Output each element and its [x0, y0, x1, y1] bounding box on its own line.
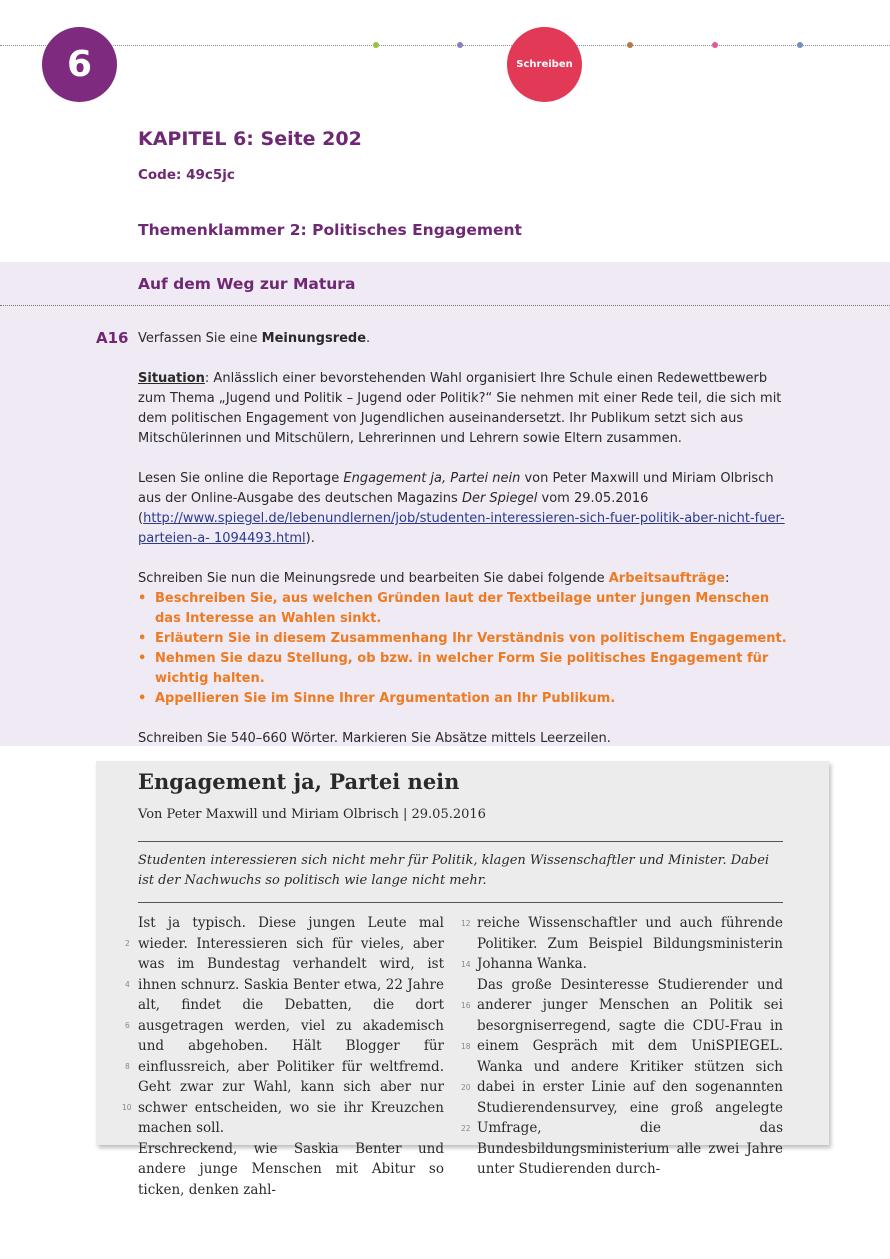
line-number: 12	[461, 919, 471, 928]
article-paragraph: Erschreckend, wie Saskia Benter und andere junge Menschen mit Abitur so ticken, denken zahl-	[138, 1140, 444, 1198]
spiegel-link[interactable]: http://www.spiegel.de/lebenundlernen/job/studenten-interessieren-sich-fuer-politik-aber-nicht-fuer-parteien-a- 1094493.html	[138, 511, 785, 546]
article-paragraph: reiche Wissenschaftler und auch führende Politiker. Zum Beispiel Bildungsministerin Johanna Wanka.	[477, 915, 783, 972]
task-intro: Verfassen Sie eine Meinungsrede.	[138, 331, 371, 346]
article-column-left	[138, 913, 444, 1200]
article-rule-bottom	[138, 902, 783, 903]
article-title: Engagement ja, Partei nein	[138, 769, 460, 794]
line-number: 16	[461, 1001, 471, 1010]
header-dot-5	[797, 42, 803, 48]
theme-heading: Themenklammer 2: Politisches Engagement	[138, 221, 522, 239]
article-rule-top	[138, 841, 783, 842]
article-lead: Studenten interessieren sich nicht mehr für Politik, klagen Wissenschaftler und Minister. Dabei ist der Nachwuchs so politisch wie lange nicht mehr.	[138, 853, 770, 888]
task-list	[138, 589, 788, 709]
word-count-instruction: Schreiben Sie 540–660 Wörter. Markieren Sie Absätze mittels Leerzeilen.	[138, 731, 611, 746]
skill-badge: Schreiben	[507, 27, 582, 102]
line-number: 6	[125, 1021, 130, 1030]
line-number: 10	[122, 1103, 132, 1112]
chapter-page-heading: KAPITEL 6: Seite 202	[138, 128, 362, 150]
header-dot-2	[457, 42, 463, 48]
article-byline: Von Peter Maxwill und Miriam Olbrisch | 29.05.2016	[138, 807, 486, 822]
header-dotted-line	[0, 45, 890, 46]
article-paragraph: Ist ja typisch. Diese jungen Leute mal wieder. Interessieren sich für vieles, aber was im Bundestag verhandelt wird, ist ihnen schnurz. Saskia Benter etwa, 22 Jahre alt, findet die Debatten, die dort ausgetragen werden, viel zu akademisch und abgehoben. Hält Blogger für einflussreich, aber Politiker für weltfremd. Geht zwar zur Wahl, kann sich aber nur schwer entscheiden, wo sie ihr Kreuzchen machen soll.	[138, 915, 444, 1136]
task-item: • Nehmen Sie dazu Stellung, ob bzw. in welcher Form Sie politisches Engagement für wichtig halten.	[138, 649, 788, 689]
line-number: 4	[125, 980, 130, 989]
matura-heading: Auf dem Weg zur Matura	[138, 275, 356, 293]
line-number: 2	[125, 939, 130, 948]
online-code: Code: 49c5jc	[138, 167, 235, 183]
article-box	[96, 761, 829, 1198]
article-column-right	[477, 913, 783, 1180]
situation-paragraph: Situation: Anlässlich einer bevorstehenden Wahl organisiert Ihre Schule einen Redewettbewerb zum Thema „Jugend und Politik – Jugend oder Politik?“ Sie nehmen mit einer Rede teil, die sich mit dem politischen Engagement von Jugendlichen auseinandersetzt. Ihr Publikum setzt sich aus Mitschülerinnen und Mitschülern, Lehrerinnen und Lehrern sowie Eltern zusammen.	[138, 371, 782, 446]
header-dot-3	[627, 42, 633, 48]
writing-instruction: Schreiben Sie nun die Meinungsrede und bearbeiten Sie dabei folgende Arbeitsaufträge:	[138, 571, 730, 586]
band-dotted-line	[0, 305, 890, 306]
task-body	[138, 329, 788, 749]
task-item: • Beschreiben Sie, aus welchen Gründen laut der Textbeilage unter jungen Menschen das Interesse an Wahlen sinkt.	[138, 589, 788, 629]
line-number: 20	[461, 1083, 471, 1092]
header-dot-1	[373, 42, 379, 48]
line-number: 8	[125, 1062, 130, 1071]
chapter-number-badge: 6	[42, 27, 117, 102]
reading-paragraph: Lesen Sie online die Reportage Engagement ja, Partei nein von Peter Maxwill und Miriam Olbrisch aus der Online-Ausgabe des deutschen Magazins Der Spiegel vom 29.05.2016 (http://www.spiegel.de/lebenundlernen/job/studenten-interessieren-sich-fuer-politik-aber-nicht-fuer-parteien-a- 1094493.html).	[138, 471, 785, 546]
task-item: • Appellieren Sie im Sinne Ihrer Argumentation an Ihr Publikum.	[138, 689, 788, 709]
article-paragraph: Das große Desinteresse Studierender und anderer junger Menschen an Politik sei besorgniserregend, sagte die CDU-Frau in einem Gespräch mit dem UniSPIEGEL. Wanka und andere Kritiker stützen sich dabei in erster Linie auf den sogenannten Studierendensurvey, eine groß angelegte Umfrage, die das Bundesbildungsministerium alle zwei Jahre unter Studierenden durch-	[477, 976, 783, 1177]
task-number: A16	[96, 329, 129, 347]
line-number: 18	[461, 1042, 471, 1051]
line-number: 22	[461, 1124, 471, 1133]
line-number: 14	[461, 960, 471, 969]
header-dot-4	[712, 42, 718, 48]
task-item: • Erläutern Sie in diesem Zusammenhang Ihr Verständnis von politischem Engagement.	[138, 629, 788, 649]
